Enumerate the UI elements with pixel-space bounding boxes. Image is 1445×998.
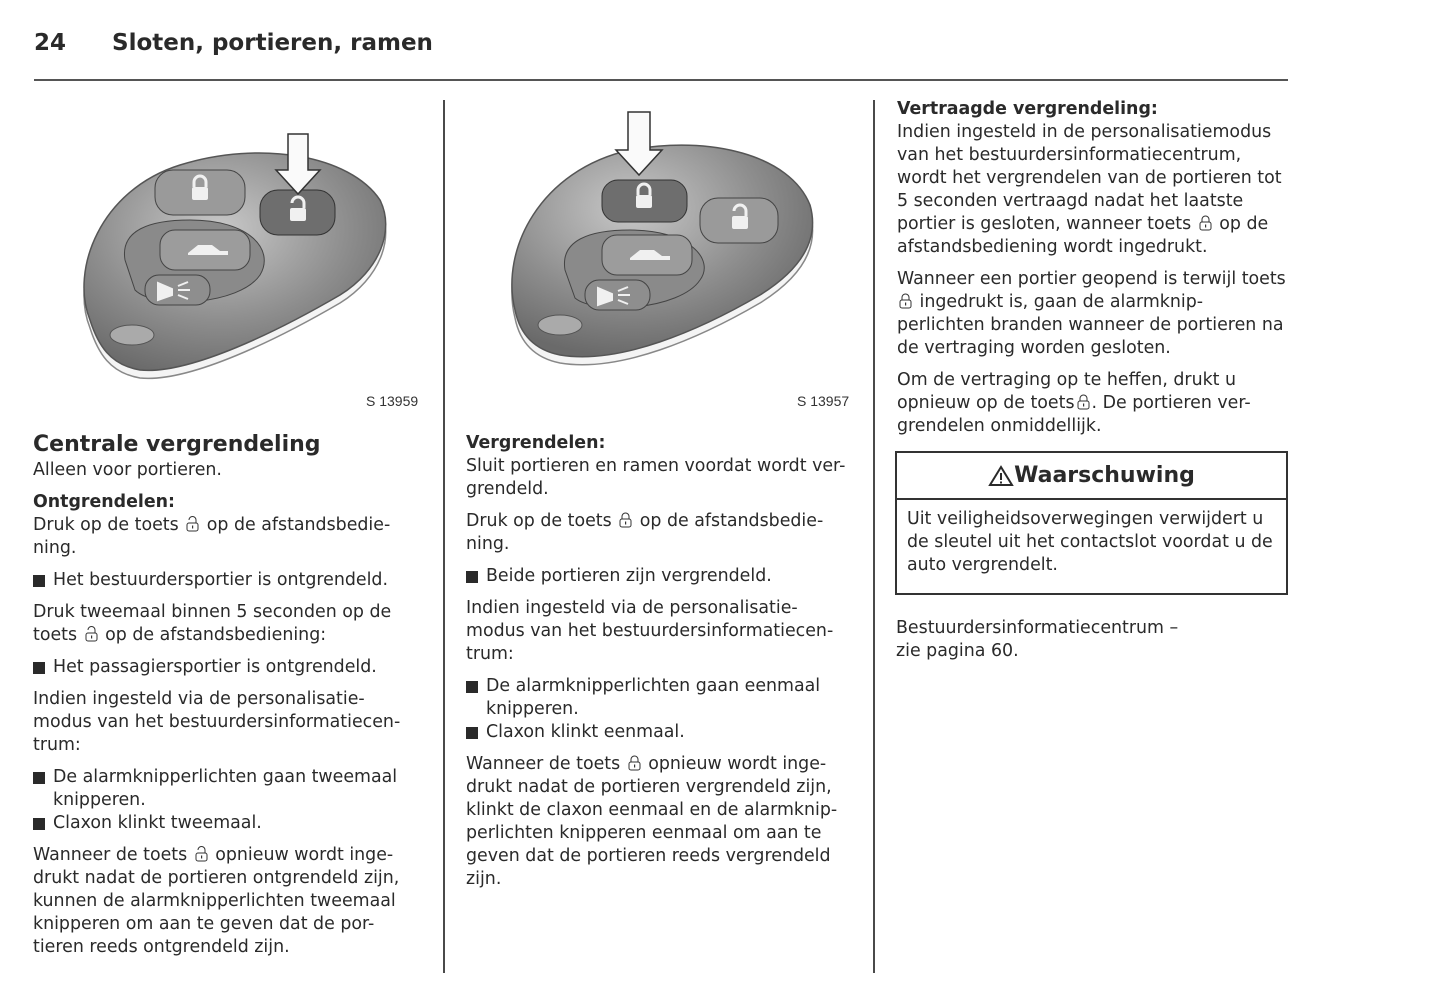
warning-title: Waarschuwing (1014, 463, 1195, 488)
remote-key-icon (60, 120, 400, 390)
text: Druk tweemaal binnen 5 seconden op de toets (33, 602, 392, 645)
lock-paragraph (466, 432, 856, 501)
paragraph: Indien ingesteld via de personalisatie-modus van het bestuurdersinformatiecen-trum: (466, 598, 834, 664)
column-2 (466, 432, 856, 900)
list-item: Het bestuurdersportier is ontgrendeld. (33, 569, 423, 592)
page-title: Sloten, portieren, ramen (112, 30, 433, 56)
text: Wanneer een portier geopend is terwijl toets (897, 269, 1286, 289)
paragraph (466, 753, 856, 891)
text: Sluit portieren en ramen voordat wordt ver-grendeld. (466, 456, 846, 499)
list-item: Claxon klinkt eenmaal. (466, 721, 856, 744)
text: op de afstandsbediening wordt ingedrukt. (897, 214, 1269, 257)
text: Druk op de toets (466, 511, 612, 531)
unlock-icon (85, 626, 98, 642)
column-divider (443, 100, 445, 973)
warning-triangle-icon (988, 465, 1014, 487)
text: Wanneer de toets (33, 845, 188, 865)
paragraph (33, 601, 423, 647)
lock-icon (628, 755, 641, 771)
text: Druk op de toets (33, 515, 179, 535)
list-item: Claxon klinkt tweemaal. (33, 812, 423, 835)
warning-text: Uit veiligheidsoverwegingen verwijdert u de sleutel uit het contactslot voordat u de auto vergrendelt. (907, 509, 1273, 575)
unlock-icon (186, 516, 199, 532)
key-fob-illustration-unlock (60, 120, 400, 390)
text: opnieuw wordt inge-drukt nadat de portieren vergrendeld zijn, klinkt de claxon eenmaal en de alarmknip-perlichten knipperen eenmaal om aan te geven dat de portieren reeds vergrendeld zijn. (466, 754, 838, 889)
column-3 (897, 98, 1289, 447)
lock-icon (1199, 215, 1212, 231)
section-title: Centrale vergrendeling (33, 432, 321, 457)
lock-icon (1077, 394, 1090, 410)
text: Wanneer de toets (466, 754, 621, 774)
column-divider (873, 100, 875, 973)
cross-reference (896, 617, 1196, 672)
list-item: De alarmknipperlichten gaan tweemaal knipperen. (33, 766, 423, 812)
unlock-icon (195, 846, 208, 862)
lock-icon (899, 293, 912, 309)
paragraph (33, 844, 423, 959)
unlock-heading: Ontgrendelen: (33, 492, 176, 512)
page-number: 24 (34, 30, 67, 56)
delayed-lock-heading: Vertraagde vergrendeling: (897, 99, 1158, 119)
warning-box (895, 451, 1288, 595)
paragraph (897, 268, 1289, 360)
header-rule (34, 79, 1288, 81)
column-1 (33, 431, 423, 968)
page-reference: Bestuurdersinformatiecentrum – zie pagina 60. (896, 618, 1179, 661)
text: opnieuw wordt inge-drukt nadat de portieren ontgrendeld zijn, kunnen de alarmknipperlichten tweemaal knipperen om aan te geven dat de por-tieren reeds ontgrendeld zijn. (33, 845, 400, 957)
list-item: Beide portieren zijn vergrendeld. (466, 565, 856, 588)
text: op de afstandsbedie-ning. (466, 511, 824, 554)
lock-heading: Vergrendelen: (466, 433, 606, 453)
unlock-paragraph (33, 491, 423, 560)
intro-text: Alleen voor portieren. (33, 460, 222, 480)
paragraph (466, 510, 856, 556)
text: op de afstandsbedie-ning. (33, 515, 391, 558)
text: . De portieren ver-grendelen onmiddellijk. (897, 393, 1251, 436)
lock-icon (619, 512, 632, 528)
remote-key-icon (490, 110, 830, 390)
paragraph: Indien ingesteld via de personalisatie-modus van het bestuurdersinformatiecen-trum: (33, 689, 401, 755)
paragraph (897, 369, 1289, 438)
page-header (34, 30, 433, 56)
figure-code: S 13957 (797, 393, 850, 409)
text: Indien ingesteld in de personalisatiemodus van het bestuurdersinformatiecentrum, wordt het vergrendelen van de portieren tot 5 seconden vertraagd nadat het laatste portier is gesloten, wanneer toets (897, 122, 1282, 234)
figure-code: S 13959 (366, 393, 419, 409)
text: Om de vertraging op te heffen, drukt u opnieuw op de toets (897, 370, 1237, 413)
text: ingedrukt is, gaan de alarmknip-perlichten branden wanneer de portieren na de vertraging worden gesloten. (897, 292, 1284, 358)
text: op de afstandsbediening: (105, 625, 327, 645)
list-item: De alarmknipperlichten gaan eenmaal knipperen. (466, 675, 856, 721)
delayed-lock-paragraph (897, 98, 1289, 259)
key-fob-illustration-lock (490, 110, 830, 390)
list-item: Het passagiersportier is ontgrendeld. (33, 656, 423, 679)
warning-header (897, 453, 1286, 500)
